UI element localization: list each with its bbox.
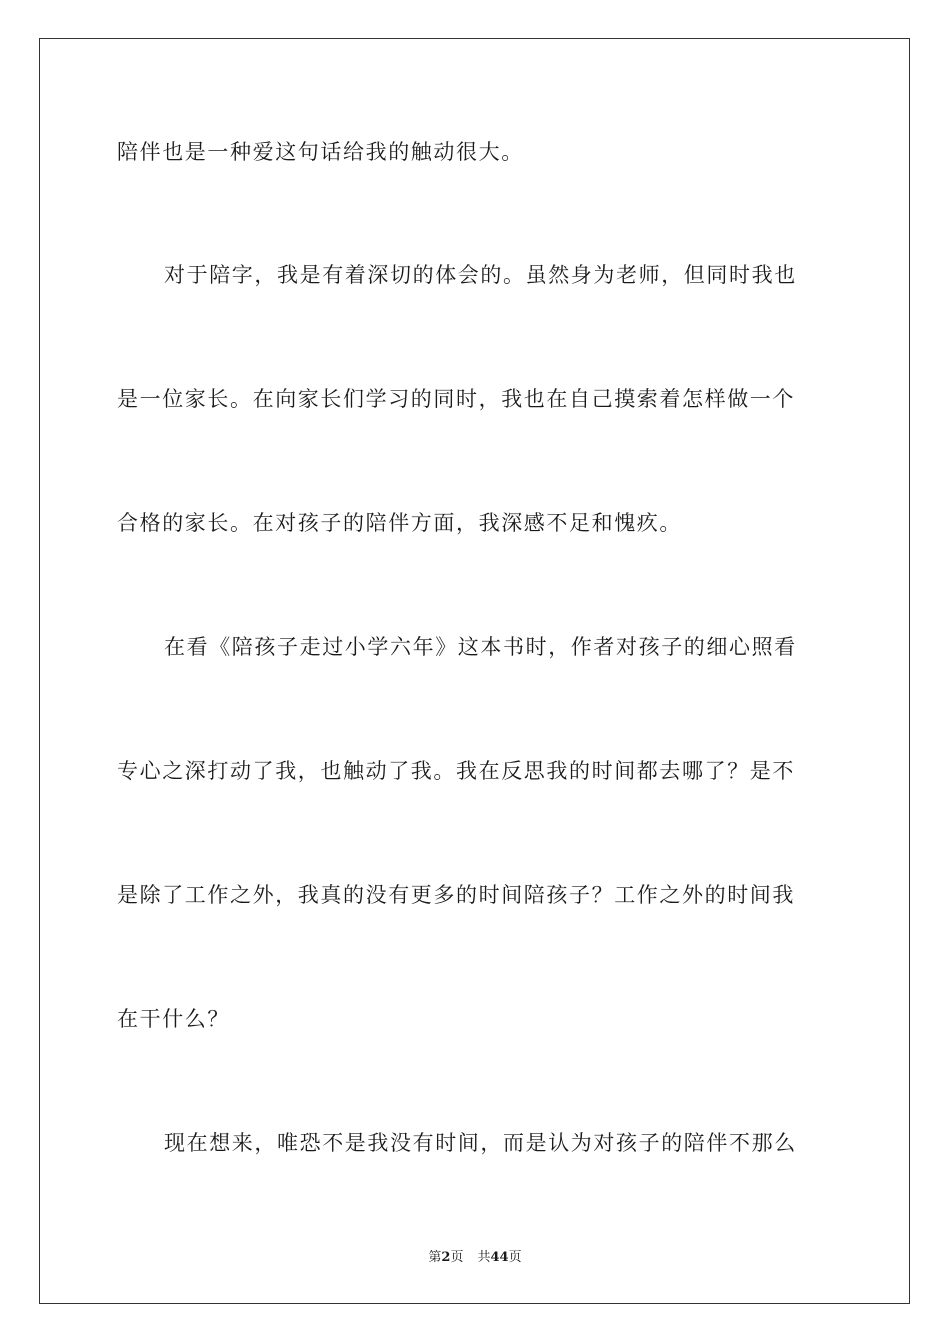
page-footer (0, 1246, 950, 1265)
footer-total-prefix: 共 (477, 1250, 491, 1265)
body-line-8: 在干什么？ (117, 1007, 230, 1031)
body-line-5: 在看《陪孩子走过小学六年》这本书时，作者对孩子的细心照看 (164, 635, 797, 659)
body-line-2: 对于陪字，我是有着深切的体会的。虽然身为老师，但同时我也 (164, 263, 797, 287)
body-line-4: 合格的家长。在对孩子的陪伴方面，我深感不足和愧疚。 (117, 511, 682, 535)
body-line-1: 陪伴也是一种爱这句话给我的触动很大。 (117, 140, 524, 164)
footer-total-suffix: 页 (508, 1250, 522, 1265)
page-border (39, 38, 910, 1304)
body-line-9: 现在想来，唯恐不是我没有时间，而是认为对孩子的陪伴不那么 (164, 1131, 797, 1155)
footer-page-suffix: 页 (450, 1250, 464, 1265)
footer-page-number: 2 (441, 1250, 451, 1265)
body-line-3: 是一位家长。在向家长们学习的同时，我也在自己摸索着怎样做一个 (117, 387, 795, 411)
footer-page-prefix: 第 (428, 1250, 442, 1265)
footer-total-pages: 44 (490, 1250, 509, 1265)
body-line-7: 是除了工作之外，我真的没有更多的时间陪孩子？工作之外的时间我 (117, 883, 795, 907)
body-line-6: 专心之深打动了我，也触动了我。我在反思我的时间都去哪了？是不 (117, 759, 795, 783)
